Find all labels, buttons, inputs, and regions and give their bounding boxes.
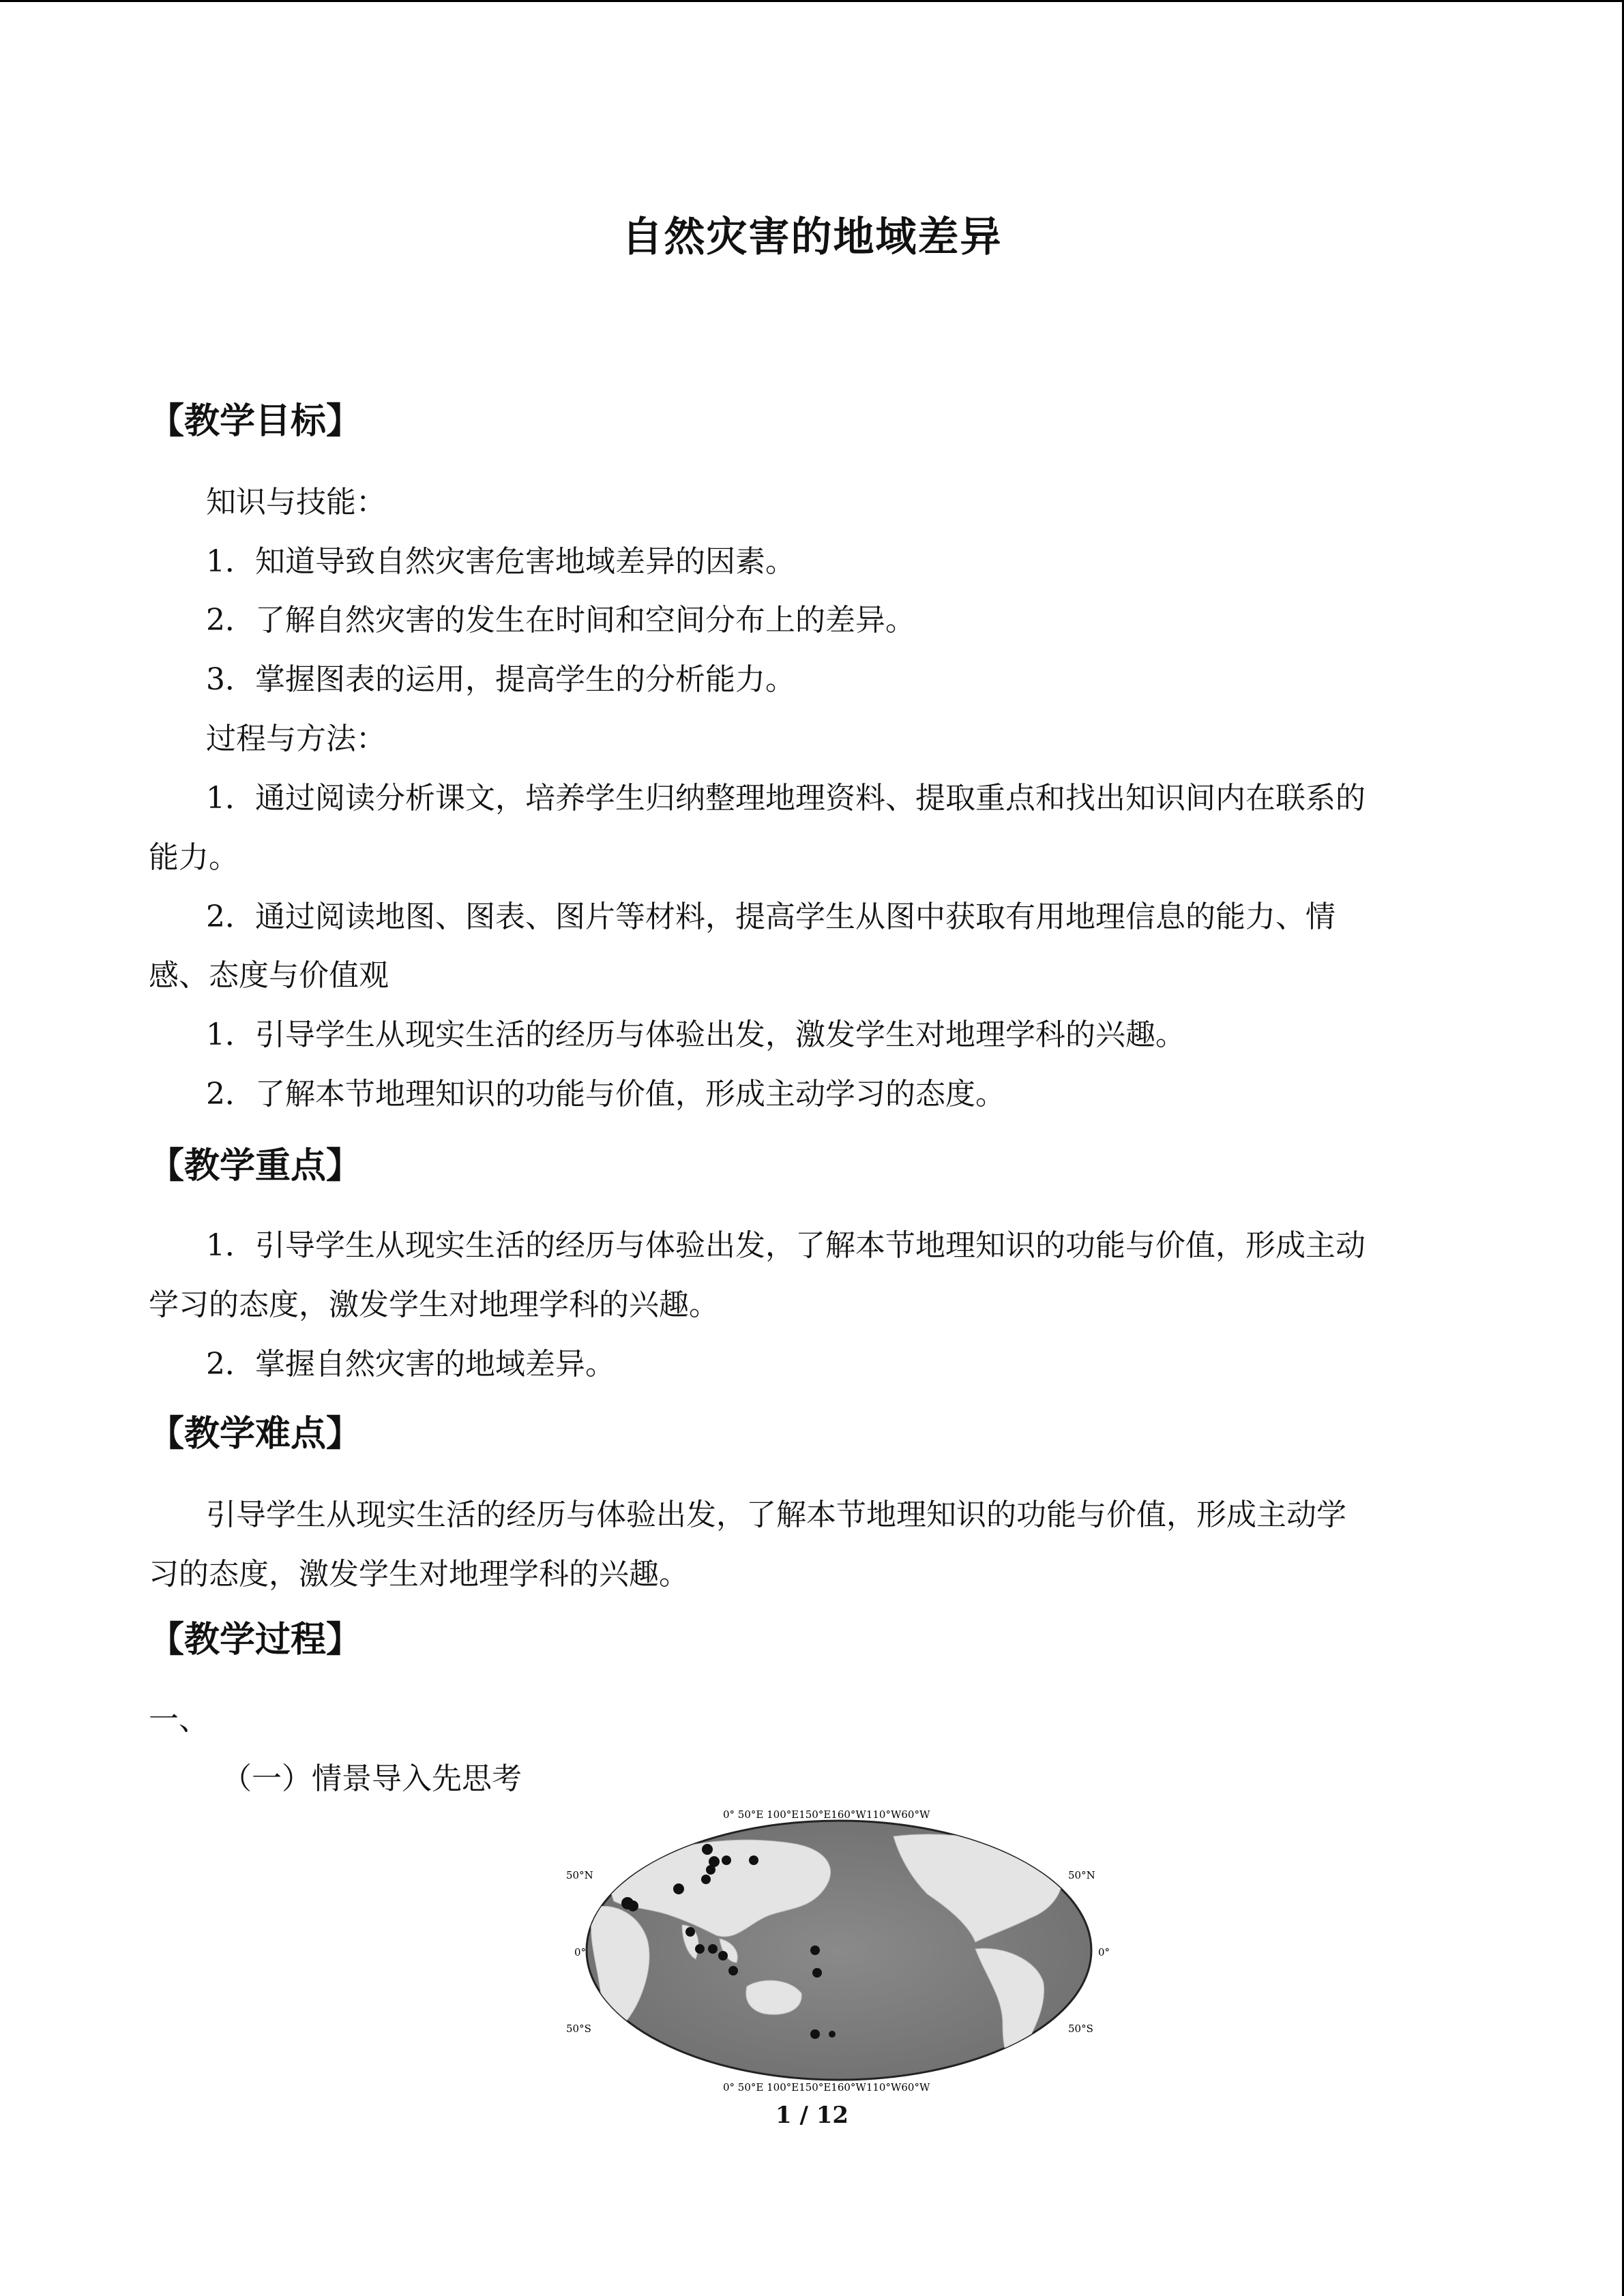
difficulty-text-a: 引导学生从现实生活的经历与体验出发，了解本节地理知识的功能与价值，形成主动学 (206, 1497, 1346, 1532)
hazard-point (708, 1944, 718, 1954)
map-label-0-left: 0° (574, 1946, 587, 1958)
attitude-item-1: 1．引导学生从现实生活的经历与体验出发，激发学生对地理学科的兴趣。 (206, 1017, 1185, 1052)
knowledge-item-3: 3．掌握图表的运用，提高学生的分析能力。 (206, 662, 795, 697)
world-map-figure (566, 1806, 1112, 2093)
hazard-point (718, 1951, 728, 1960)
page-title: 自然灾害的地域差异 (621, 213, 1003, 261)
hazard-point (810, 1945, 820, 1955)
hazard-point (706, 1865, 715, 1875)
hazard-point (628, 1900, 638, 1911)
page-number: 1 / 12 (775, 2102, 849, 2129)
hazard-point (695, 1944, 705, 1954)
hazard-point (829, 2031, 836, 2038)
process-label: 过程与方法： (206, 721, 386, 756)
process-item-1a: 1．通过阅读分析课文，培养学生归纳整理地理资料、提取重点和找出知识间内在联系的 (206, 781, 1365, 816)
hazard-point (673, 1883, 684, 1894)
knowledge-label: 知识与技能： (206, 485, 386, 520)
hazard-point (685, 1927, 695, 1937)
process-sub-1: （一）情景导入先思考 (222, 1761, 522, 1796)
map-label-50n-right: 50°N (1068, 1869, 1095, 1881)
difficulty-text-b: 习的态度，激发学生对地理学科的兴趣。 (149, 1557, 689, 1592)
map-label-0-right: 0° (1098, 1946, 1110, 1958)
heading-difficulties: 【教学难点】 (149, 1413, 362, 1455)
hazard-point (810, 2029, 820, 2039)
world-map-svg (566, 1806, 1112, 2093)
heading-process: 【教学过程】 (149, 1619, 362, 1660)
knowledge-item-1: 1．知道导致自然灾害危害地域差异的因素。 (206, 544, 795, 579)
map-top-longitude-labels: 0° 50°E 100°E150°E160°W110°W60°W (723, 1808, 930, 1821)
hazard-point (701, 1875, 711, 1884)
hazard-point (749, 1855, 758, 1865)
heading-key-points: 【教学重点】 (149, 1145, 362, 1187)
hazard-point (812, 1968, 822, 1978)
key-point-1a: 1．引导学生从现实生活的经历与体验出发，了解本节地理知识的功能与价值，形成主动 (206, 1228, 1365, 1263)
hazard-point (728, 1966, 738, 1976)
attitude-item-2: 2．了解本节地理知识的功能与价值，形成主动学习的态度。 (206, 1077, 1005, 1112)
hazard-point (722, 1855, 731, 1865)
map-label-50s-right: 50°S (1068, 2023, 1093, 2035)
hazard-point (702, 1844, 713, 1855)
process-item-2b: 感、态度与价值观 (149, 958, 389, 993)
map-label-50s-left: 50°S (566, 2023, 591, 2035)
map-bottom-longitude-labels: 0° 50°E 100°E150°E160°W110°W60°W (723, 2081, 930, 2093)
heading-objectives: 【教学目标】 (149, 400, 362, 442)
process-item-2a: 2．通过阅读地图、图表、图片等材料，提高学生从图中获取有用地理信息的能力、情 (206, 899, 1335, 934)
key-point-1b: 学习的态度，激发学生对地理学科的兴趣。 (149, 1287, 719, 1322)
knowledge-item-2: 2．了解自然灾害的发生在时间和空间分布上的差异。 (206, 603, 915, 638)
map-label-50n-left: 50°N (566, 1869, 593, 1881)
key-point-2: 2．掌握自然灾害的地域差异。 (206, 1347, 615, 1382)
process-part-1: 一、 (149, 1702, 209, 1737)
process-item-1b: 能力。 (149, 840, 239, 875)
